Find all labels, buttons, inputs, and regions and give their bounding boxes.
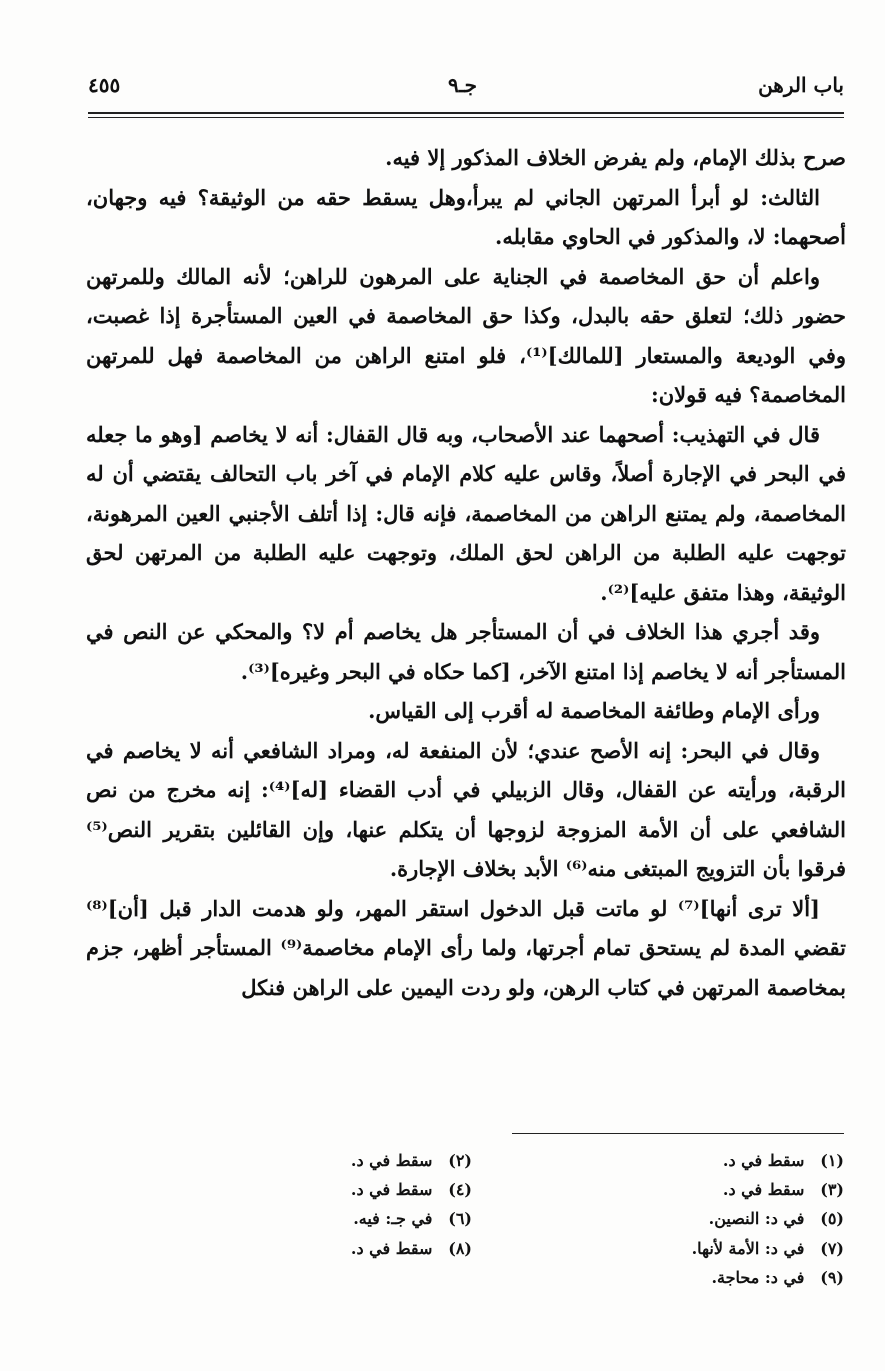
paragraph: الثالث: لو أبرأ المرتهن الجاني لم يبرأ،وهل يسقط حقه من الوثيقة؟ فيه وجهان، أصحهما: لا، والمذكور في الحاوي مقابله. [86,184,846,249]
chapter-title: باب الرهن [758,73,844,97]
footnote-text: في جـ: فيه. [353,1209,433,1228]
footnote [692,1234,844,1264]
footnote [711,1263,844,1293]
footnote-number: (٨) [448,1239,472,1258]
footnote-text: سقط في د. [350,1151,433,1170]
footnote-text: سقط في د. [350,1239,433,1258]
page-number: ٤٥٥ [88,73,121,97]
footnote-text: سقط في د. [722,1151,805,1170]
paragraph: وقد أجري هذا الخلاف في أن المستأجر هل يخاصم أم لا؟ والمحكي عن النص في المستأجر أنه لا يخاصم إذا امتنع الآخر، [كما حكاه في البحر وغيره]⁽³⁾. [86,619,846,684]
footnote [709,1204,844,1234]
footnote-number: (٣) [820,1180,844,1199]
footnote-text: سقط في د. [722,1180,805,1199]
footnote [723,1175,844,1205]
footnote [351,1234,472,1264]
footnote-text: في د: الأمة لأنها. [691,1239,805,1258]
paragraph: [ألا ترى أنها]⁽⁷⁾ لو ماتت قبل الدخول استقر المهر، ولو هدمت الدار قبل [أن]⁽⁸⁾ تقضي المدة لم يستحق تمام أجرتها، ولما رأى الإمام مخاصمة⁽⁹⁾ المستأجر أظهر، جزم بمخاصمة المرتهن في كتاب الرهن، ولو ردت اليمين على الراهن فنكل [86,895,846,1000]
paragraph: صرح بذلك الإمام، ولم يفرض الخلاف المذكور إلا فيه. [385,145,846,170]
paragraph: ورأى الإمام وطائفة المخاصمة له أقرب إلى القياس. [368,698,820,723]
footnote-number: (٢) [448,1151,472,1170]
footnote [351,1175,472,1205]
volume-label: جـ٩ [448,73,477,97]
footnote-number: (١) [820,1151,844,1170]
footnote [353,1204,472,1234]
footnote-text: في د: النصين. [708,1209,805,1228]
footnote-text: سقط في د. [350,1180,433,1199]
header-rule-thick [88,112,844,114]
header-rule-thin [88,117,844,118]
footnote-text: في د: محاجة. [711,1268,805,1287]
main-text [86,138,846,1106]
footnote-separator [512,1133,844,1134]
footnotes [86,1146,844,1316]
paragraph: وقال في البحر: إنه الأصح عندي؛ لأن المنفعة له، ومراد الشافعي أنه لا يخاصم في الرقبة، ورأيته عن القفال، وقال الزبيلي في أدب القضاء [له]⁽⁴⁾: إنه مخرج من نص الشافعي على أن الأمة المزوجة لزوجها أن يتكلم عنها، وإن القائلين بتقرير النص⁽⁵⁾ فرقوا بأن التزويج المبتغى منه⁽⁶⁾ الأبد بخلاف الإجارة. [86,737,846,881]
footnote-number: (٥) [820,1209,844,1228]
footnote [351,1146,472,1176]
paragraph: قال في التهذيب: أصحهما عند الأصحاب، وبه قال القفال: أنه لا يخاصم [وهو ما جعله في البحر في الإجارة أصلاً، وقاس عليه كلام الإمام في آخر باب التحالف يقتضي أن له المخاصمة، ولم يمتنع الراهن من المخاصمة، فإنه قال: إذا أتلف الأجنبي العين المرهونة، توجهت عليه الطلبة من الراهن لحق الملك، وتوجهت عليه الطلبة من المرتهن لحق الوثيقة، وهذا متفق عليه]⁽²⁾. [86,421,846,605]
paragraph: واعلم أن حق المخاصمة في الجناية على المرهون للراهن؛ لأنه المالك وللمرتهن حضور ذلك؛ لتعلق حقه بالبدل، وكذا حق المخاصمة في العين المستأجرة إذا غصبت، وفي الوديعة والمستعار [للمالك]⁽¹⁾، فلو امتنع الراهن من المخاصمة فهل للمرتهن المخاصمة؟ فيه قولان: [86,263,846,407]
page-header [88,73,844,113]
footnote-number: (٩) [820,1268,844,1287]
footnote [723,1146,844,1176]
footnote-number: (٦) [448,1209,472,1228]
footnote-number: (٤) [448,1180,472,1199]
footnote-number: (٧) [820,1239,844,1258]
